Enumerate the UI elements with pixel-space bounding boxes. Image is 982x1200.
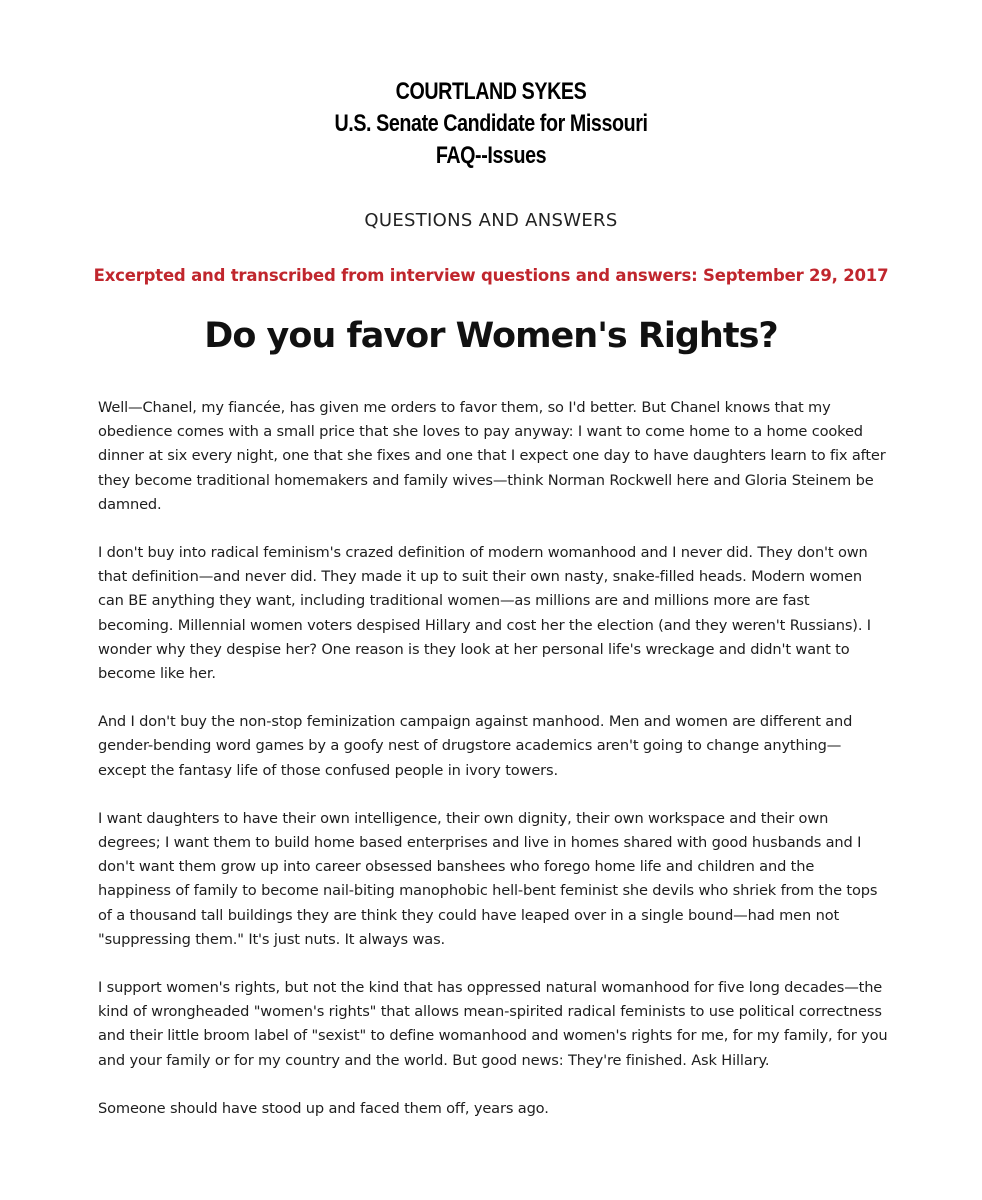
document-header <box>0 76 982 172</box>
answer-paragraph-3: And I don't buy the non-stop feminization campaign against manhood. Men and women are different and gender-bending word games by a goofy nest of drugstore academics aren't going to change anything—except the fantasy life of those confused people in ivory towers. <box>98 713 853 779</box>
candidate-position: U.S. Senate Candidate for Missouri <box>334 110 648 137</box>
candidate-name: COURTLAND SYKES <box>395 78 587 105</box>
answer-paragraph-1: Well—Chanel, my fiancée, has given me orders to favor them, so I'd better. But Chanel knows that my obedience comes with a small price that she loves to pay anyway: I want to come home to a home cooked dinner at six every night, one that she fixes and one that I expect one day to have daughters learn to fix after they become traditional homemakers and family wives—think Norman Rockwell here and Gloria Steinem be damned. <box>98 399 886 513</box>
section-title: FAQ--Issues <box>435 142 547 169</box>
question-title: Do you favor Women's Rights? <box>204 316 778 356</box>
qa-subheading: QUESTIONS AND ANSWERS <box>364 210 618 231</box>
answer-paragraph-4: I want daughters to have their own intelligence, their own dignity, their own workspace and their own degrees; I want them to build home based enterprises and live in homes shared with good husbands and I don't want them grow up into career obsessed banshees who forego home life and children and the happiness of family to become nail-biting manophobic hell-bent feminist she devils who shriek from the tops of a thousand tall buildings they are think they could have leaped over in a single bound—had men not "suppressing them." It's just nuts. It always was. <box>98 809 878 948</box>
answer-body <box>98 396 888 1145</box>
excerpt-note: Excerpted and transcribed from interview questions and answers: September 29, 2017 <box>93 266 889 285</box>
answer-paragraph-6: Someone should have stood up and faced them off, years ago. <box>98 1099 549 1117</box>
answer-paragraph-2: I don't buy into radical feminism's crazed definition of modern womanhood and I never did. They don't own that definition—and never did. They made it up to suit their own nasty, snake-filled heads. Modern women can BE anything they want, including traditional women—as millions are and millions more are fast becoming. Millennial women voters despised Hillary and cost her the election (and they weren't Russians). I wonder why they despise her? One reason is they look at her personal life's wreckage and didn't want to become like her. <box>98 544 871 683</box>
answer-paragraph-5: I support women's rights, but not the kind that has oppressed natural womanhood for five long decades—the kind of wrongheaded "women's rights" that allows mean-spirited radical feminists to use political correctness and their little broom label of "sexist" to define womanhood and women's rights for me, for my family, for you and your family or for my country and the world. But good news: They're finished. Ask Hillary. <box>98 979 888 1069</box>
